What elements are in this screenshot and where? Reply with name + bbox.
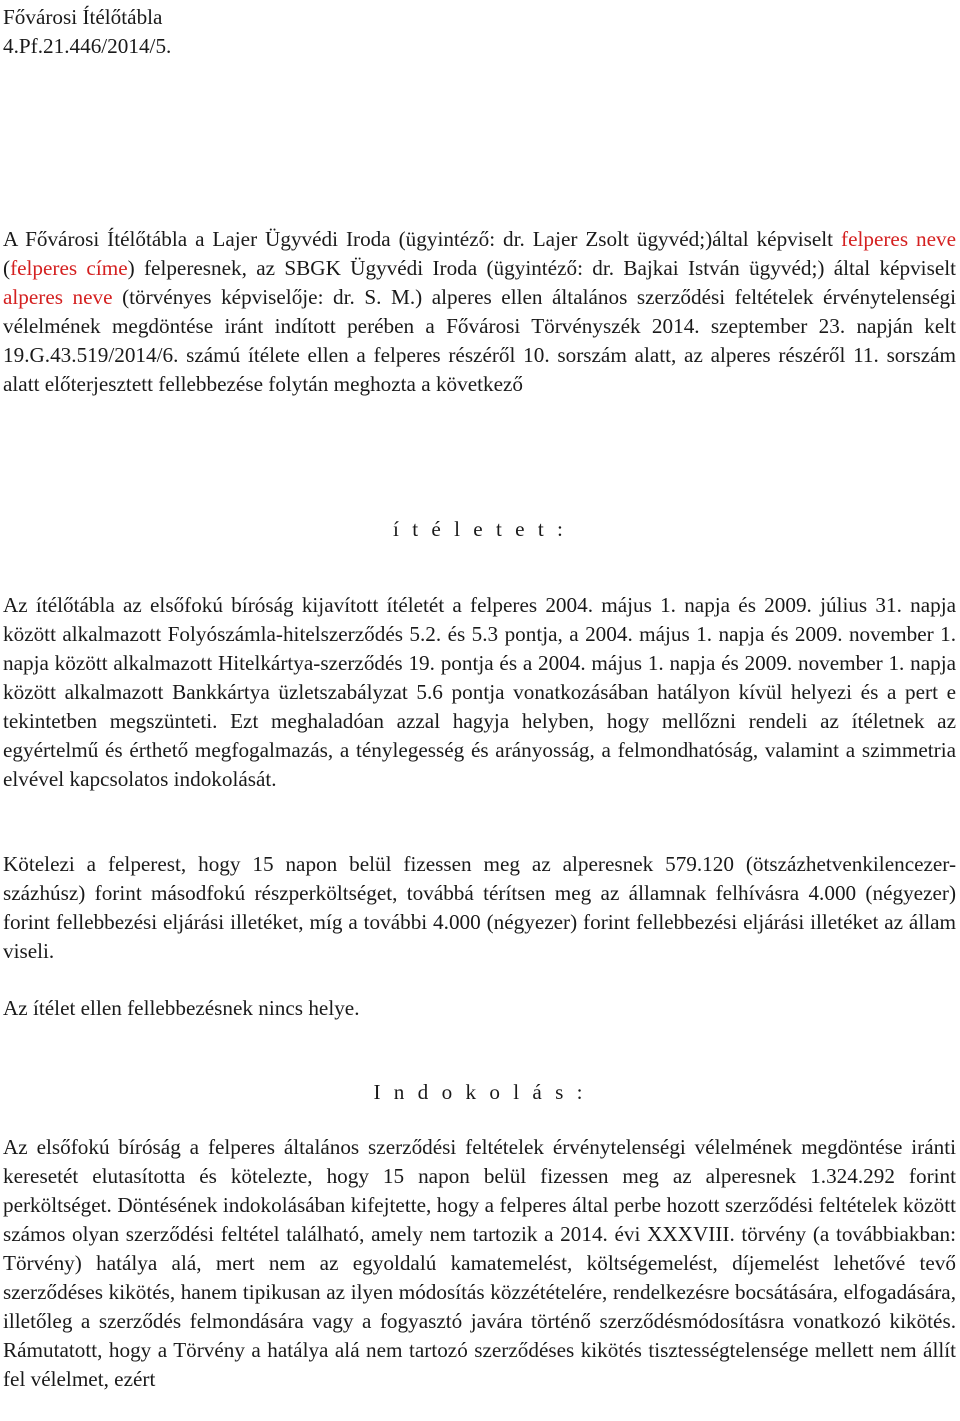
judgment-heading: í t é l e t e t :: [393, 517, 567, 541]
intro-paragraph: [3, 225, 956, 399]
judgment-paragraph-1: Az ítélőtábla az elsőfokú bíróság kijavított ítéletét a felperes 2004. május 1. napja és 2009. július 31. napja között alkalmazott Folyószámla-hitelszerződés 5.2. és 5.3 pontja, a 2004. május 1. napja és 2009. november 1. napja között alkalmazott Hitelkártya-szerződés 19. pontja és a 2004. május 1. napja és 2009. november 1. napja között alkalmazott Bankkártya üzletszabályzat 5.6 pontja vonatkozásában hatályon kívül helyezi és a pert e tekintetben megszünteti. Ezt meghaladóan azzal hagyja helyben, hogy mellőzni rendeli az ítéletnek az egyértelmű és érthető megfogalmazás, a ténylegesség és arányosság, a felmondhatóság, valamint a szimmetria elvével kapcsolatos indokolását.: [3, 593, 956, 791]
plaintiff-address: felperes címe: [10, 256, 128, 280]
court-name: Fővárosi Ítélőtábla: [3, 5, 163, 29]
judgment-paragraph-3: Az ítélet ellen fellebbezésnek nincs helye.: [3, 996, 360, 1020]
defendant-name: alperes neve: [3, 285, 113, 309]
reasoning-paragraph-1: Az elsőfokú bíróság a felperes általános szerződési feltételek érvénytelenségi vélelmének megdöntése iránti keresetét elutasította és kötelezte, hogy 15 napon belül fizessen meg az alperesnek 1.324.292 forint perköltséget. Döntésének indokolásában kifejtette, hogy a felperes által perbe hozott szerződési feltételek között számos olyan szerződési feltétel található, amely nem tartozik a 2014. évi XXXVIII. törvény (a továbbiakban: Törvény) hatálya alá, mert nem az egyoldalú kamatemelést, költségemelést, díjemelést lehetővé tevő szerződéses kikötés, hanem tipikusan az ilyen módosítás közzétételére, rendelkezésre bocsátására, elfogadására, illetőleg a szerződés felmondására vagy a fogyasztó javára történő szerződésmódosításra vonatkozó kikötés. Rámutatott, hogy a Törvény a hatálya alá nem tartozó szerződéses kikötés tisztességtelensége mellett nem állít fel vélelmet, ezért: [3, 1135, 956, 1391]
intro-text-1: A Fővárosi Ítélőtábla a Lajer Ügyvédi Iroda (ügyintéző: dr. Lajer Zsolt ügyvéd;)által képviselt: [3, 227, 842, 251]
plaintiff-name: felperes neve: [841, 227, 956, 251]
reasoning-heading: I n d o k o l á s :: [373, 1080, 587, 1104]
case-number: 4.Pf.21.446/2014/5.: [3, 34, 172, 58]
intro-text-3: ) felperesnek, az SBGK Ügyvédi Iroda (ügyintéző: dr. Bajkai István ügyvéd;) által képviselt: [127, 256, 956, 280]
judgment-paragraph-2: Kötelezi a felperest, hogy 15 napon belül fizessen meg az alperesnek 579.120 (ötszázhetvenkilencezer-százhúsz) forint másodfokú részperköltséget, továbbá térítsen meg az államnak felhívásra 4.000 (négyezer) forint fellebbezési eljárási illetéket, míg a további 4.000 (négyezer) forint fellebbezési eljárási illetéket az állam viseli.: [3, 852, 956, 963]
intro-text-4: (törvényes képviselője: dr. S. M.) alperes ellen általános szerződési feltételek érvénytelenségi vélelmének megdöntése iránt indított perében a Fővárosi Törvényszék 2014. szeptember 23. napján kelt 19.G.43.519/2014/6. számú ítélete ellen a felperes részéről 10. sorszám alatt, az alperes részéről 11. sorszám alatt előterjesztett fellebbezése folytán meghozta a következő: [3, 285, 956, 396]
intro-text-2: (: [3, 256, 11, 280]
